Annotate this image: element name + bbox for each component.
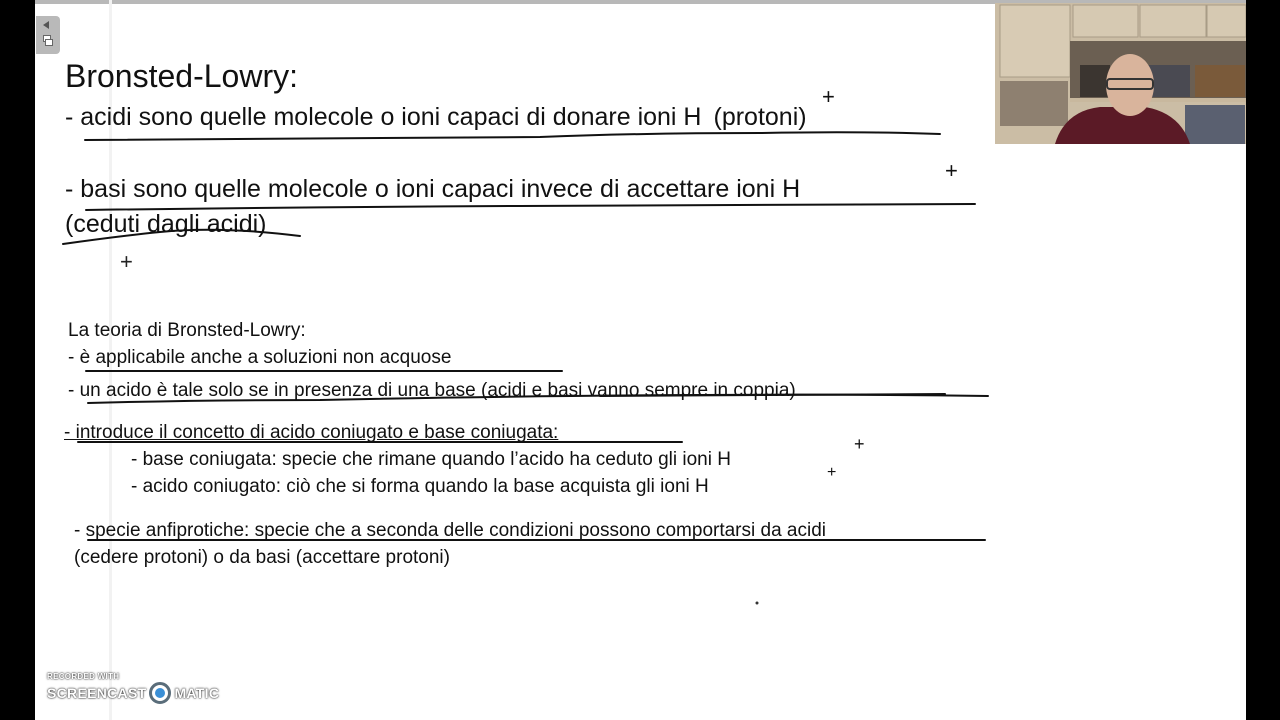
watermark-recorded-with: RECORDED WITH [47, 672, 120, 681]
screencast-logo-icon [149, 682, 171, 704]
superscript-plus: + [854, 434, 865, 454]
stray-plus-mark: + [120, 249, 133, 274]
collapse-arrow-icon[interactable] [43, 21, 49, 29]
superscript-plus: + [827, 464, 837, 481]
theory-point: - è applicabile anche a soluzioni non acquose [68, 347, 452, 368]
pages-icon[interactable] [43, 35, 51, 45]
superscript-plus: + [945, 158, 958, 183]
theory-heading: La teoria di Bronsted-Lowry: [68, 320, 306, 341]
theory-point: - introduce il concetto di acido coniugato e base coniugata: [64, 422, 559, 443]
watermark-brand-left: SCREENCAST [47, 685, 147, 701]
amphiprotic-line: (cedere protoni) o da basi (accettare protoni) [74, 547, 450, 568]
presenter-webcam [995, 3, 1246, 144]
theory-point: - un acido è tale solo se in presenza di una base (acidi e basi vanno sempre in coppia) [68, 380, 796, 401]
definition-bases: - basi sono quelle molecole o ioni capaci invece di accettare ioni H [65, 175, 801, 203]
definition-bases-cont: (ceduti dagli acidi) [65, 210, 267, 238]
watermark-brand-right: MATIC [174, 685, 220, 701]
slide-panel-toggle[interactable] [36, 16, 60, 54]
theory-subpoint: - acido coniugato: ciò che si forma quando la base acquista gli ioni H [131, 476, 709, 497]
theory-subpoint: - base coniugata: specie che rimane quando l’acido ha ceduto gli ioni H [131, 449, 731, 470]
amphiprotic-line: - specie anfiprotiche: specie che a seconda delle condizioni possono comportarsi da acidi [74, 520, 826, 541]
superscript-plus: + [822, 84, 835, 109]
definition-acids: - acidi sono quelle molecole o ioni capaci di donare ioni H (protoni) [65, 103, 807, 131]
screencast-watermark [47, 672, 219, 704]
slide-title: Bronsted-Lowry: [65, 58, 298, 94]
